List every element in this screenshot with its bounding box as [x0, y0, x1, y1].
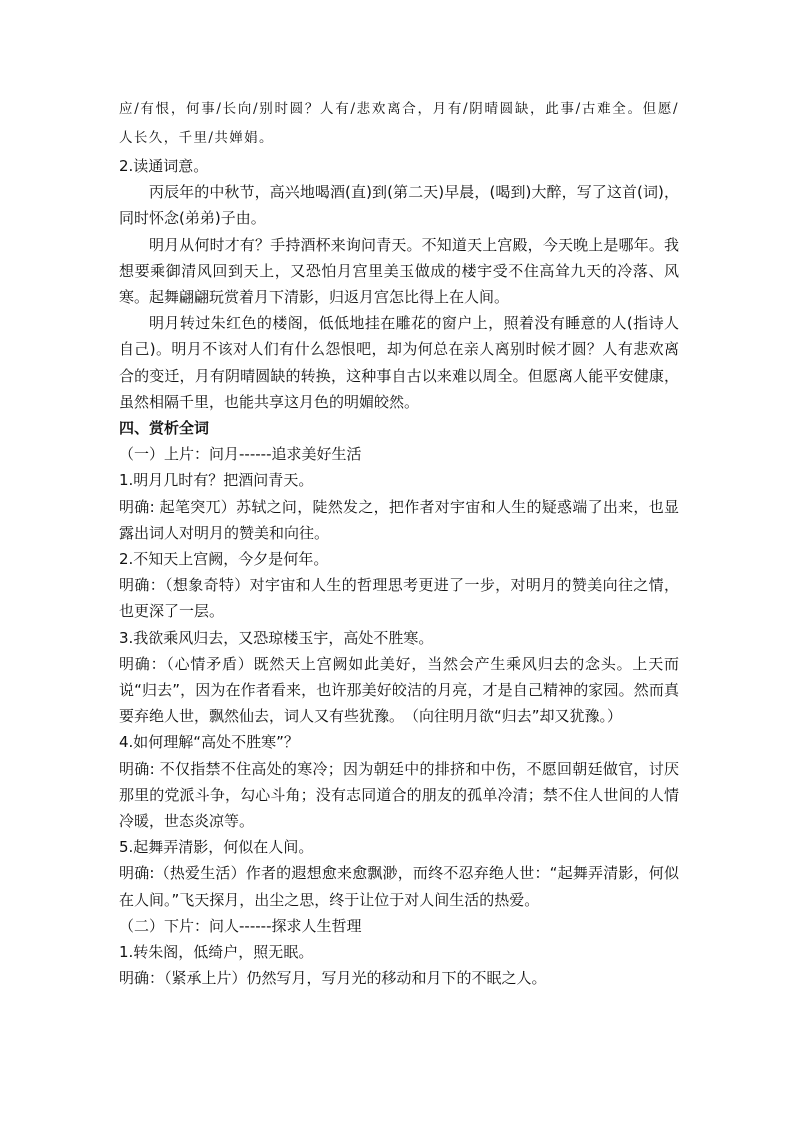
paragraph-second-half-translation: 明月转过朱红色的楼阁，低低地挂在雕花的窗户上，照着没有睡意的人(指诗人自己)。明月不该对人们有什么怨恨吧，却为何总在亲人离别时候才圆？人有悲欢离合的变迁，月有阴晴圆缺的转换，这种事自古以来难以周全。但愿离人能平安健康，虽然相隔千里，也能共享这月色的明媚皎然。: [119, 314, 679, 411]
answer-1: 明确: 起笔突兀）苏轼之问，陡然发之，把作者对宇宙和人生的疑惑端了出来，也显露出词人对明月的赞美和向往。: [119, 497, 679, 542]
question-4: 4.如何理解“高处不胜寒”？: [119, 733, 299, 752]
answer-6: 明确：（紧承上片）仍然写月，写月光的移动和月下的不眠之人。: [119, 969, 547, 988]
question-5: 5.起舞弄清影，何似在人间。: [119, 838, 314, 857]
poem-fragment: 应/有恨，何事/长向/别时圆？人有/悲欢离合，月有/阴晴圆缺，此事/古难全。但愿/人长久，千里/共婵娟。: [119, 101, 679, 146]
document-body: [119, 95, 679, 992]
paragraph-first-half-translation: 明月从何时才有？手持酒杯来询问青天。不知道天上宫殿，今天晚上是哪年。我想要乘御清风回到天上，又恐怕月宫里美玉做成的楼宇受不住高耸九天的冷落、风寒。起舞翩翩玩赏着月下清影，归返月宫怎比得上在人间。: [119, 235, 679, 307]
answer-2: 明确：（想象奇特）对宇宙和人生的哲理思考更进了一步，对明月的赞美向往之情，也更深了一层。: [119, 576, 679, 621]
part-heading-second-half: （二）下片：问人------探求人生哲理: [119, 916, 362, 935]
answer-4: 明确: 不仅指禁不住高处的寒冷；因为朝廷中的排挤和中伤，不愿回朝廷做官，讨厌那里的党派斗争，勾心斗角；没有志同道合的朋友的孤单冷清；禁不住人世间的人情冷暖，世态炎凉等。: [119, 759, 679, 831]
answer-3: 明确：（心情矛盾）既然天上宫阙如此美好，当然会产生乘风归去的念头。上天而说“归去”，因为在作者看来，也许那美好皎洁的月亮，才是自己精神的家园。然而真要弃绝人世，飘然仙去，词人又有些犹豫。 （向往明月欲“归去”却又犹豫。）: [119, 654, 679, 726]
question-2: 2.不知天上宫阙，今夕是何年。: [119, 550, 329, 569]
part-heading-first-half: （一）上片：问月------追求美好生活: [119, 445, 362, 464]
question-6: 1.转朱阁，低绮户，照无眠。: [119, 943, 314, 962]
question-3: 3.我欲乘风归去，又恐琼楼玉宇，高处不胜寒。: [119, 628, 434, 647]
paragraph-preface-translation: 丙辰年的中秋节，高兴地喝酒(直)到(第二天)早晨，(喝到)大醉，写了这首(词)，同时怀念(弟弟)子由。: [119, 183, 679, 228]
section-heading-appreciation: 四、赏析全词: [119, 419, 210, 438]
answer-5: 明确:（热爱生活）作者的遐想愈来愈飘渺，而终不忍弃绝人世：“起舞弄清影，何似在人间。”飞天探月，出尘之思，终于让位于对人间生活的热爱。: [119, 864, 679, 909]
question-1: 1.明月几时有？把酒问青天。: [119, 471, 314, 490]
subheading-read-meaning: 2.读通词意。: [119, 157, 209, 175]
